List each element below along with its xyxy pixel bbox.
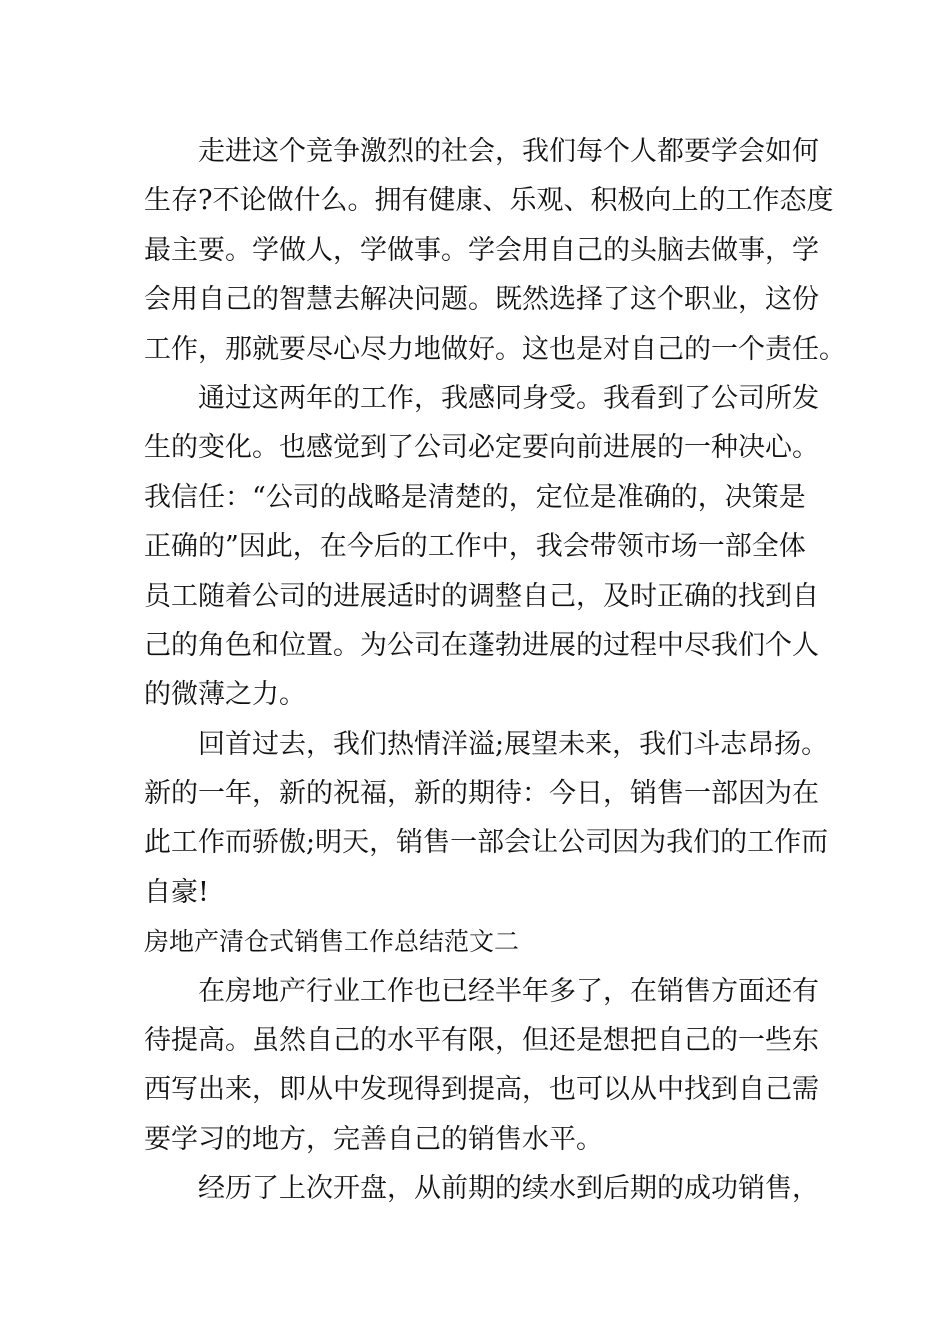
paragraph-2: [144, 374, 819, 720]
text-line: 通过这两年的工作，我感同身受。我看到了公司所发: [198, 382, 819, 414]
text-line: 的微薄之力。: [144, 679, 306, 711]
text-line: 生存?不论做什么。拥有健康、乐观、积极向上的工作态度: [144, 185, 834, 217]
text-line: 要学习的地方，完善自己的销售水平。: [144, 1123, 603, 1155]
paragraph-3: [144, 720, 829, 918]
paragraph-5: [144, 1164, 819, 1213]
paragraph-4: [144, 967, 819, 1165]
text-line: 此工作而骄傲;明天，销售一部会让公司因为我们的工作而: [144, 827, 829, 859]
text-line: 在房地产行业工作也已经半年多了，在销售方面还有: [198, 975, 819, 1007]
text-line: 待提高。虽然自己的水平有限，但还是想把自己的一些东: [144, 1025, 819, 1057]
text-line: 经历了上次开盘，从前期的续水到后期的成功销售，: [198, 1173, 819, 1205]
text-line: 员工随着公司的进展适时的调整自己，及时正确的找到自: [144, 580, 819, 612]
text-line: 工作，那就要尽心尽力地做好。这也是对自己的一个责任。: [144, 333, 846, 365]
text-line: 会用自己的智慧去解决问题。既然选择了这个职业，这份: [144, 284, 819, 316]
text-line: 生的变化。也感觉到了公司必定要向前进展的一种决心。: [144, 432, 819, 464]
document-body: [144, 127, 846, 1214]
text-line: 最主要。学做人，学做事。学会用自己的头脑去做事，学: [144, 234, 819, 266]
text-line: 西写出来，即从中发现得到提高，也可以从中找到自己需: [144, 1074, 819, 1106]
text-line: 走进这个竞争激烈的社会，我们每个人都要学会如何: [198, 136, 819, 167]
text-line: 新的一年，新的祝福，新的期待：今日，销售一部因为在: [144, 778, 819, 810]
text-line: 回首过去，我们热情洋溢;展望未来，我们斗志昂扬。: [198, 728, 829, 760]
section-heading: 房地产清仓式销售工作总结范文二: [144, 927, 520, 957]
text-line: 正确的”因此，在今后的工作中，我会带领市场一部全体: [144, 531, 806, 563]
text-line: 自豪!: [144, 876, 209, 908]
text-line: 己的角色和位置。为公司在蓬勃进展的过程中尽我们个人: [144, 629, 819, 661]
paragraph-1: [144, 127, 846, 374]
text-line: 我信任：“公司的战略是清楚的，定位是准确的，决策是: [144, 481, 806, 513]
